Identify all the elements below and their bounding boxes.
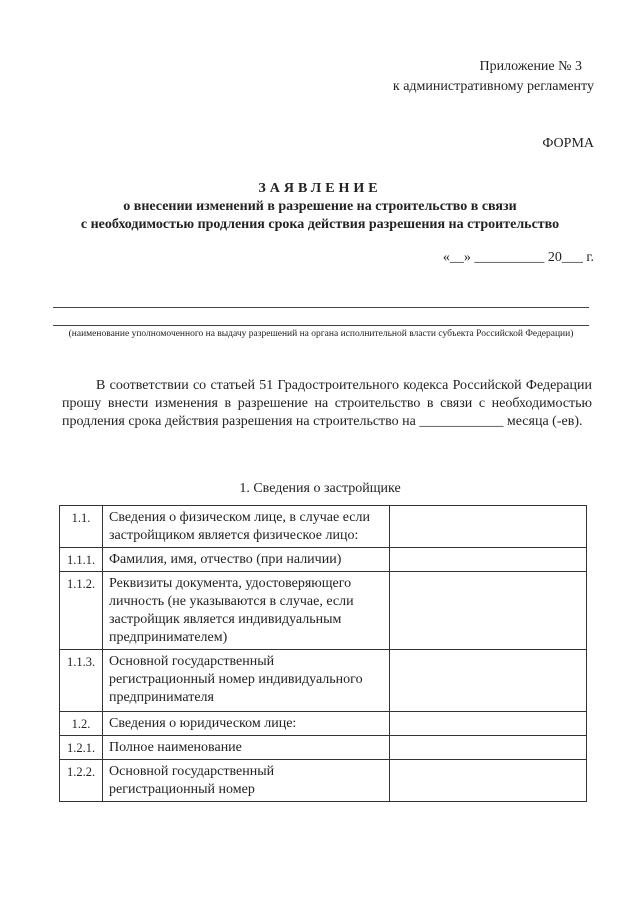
section-title: 1. Сведения о застройщике <box>239 481 401 496</box>
authority-fill-line-2 <box>53 325 589 326</box>
row-number: 1.2. <box>60 712 103 736</box>
row-label: Полное наименование <box>103 736 390 760</box>
row-label: Сведения о физическом лице, в случае если застройщиком является физическое лицо: <box>103 506 390 548</box>
row-number: 1.1.2. <box>60 572 103 650</box>
row-number: 1.2.1. <box>60 736 103 760</box>
appendix-number: Приложение № 3 <box>479 59 582 74</box>
row-value-cell[interactable] <box>390 736 587 760</box>
row-label: Фамилия, имя, отчество (при наличии) <box>103 548 390 572</box>
authority-fill-line-1 <box>53 307 589 308</box>
request-paragraph: В соответствии со статьей 51 Градостроительного кодекса Российской Федерации прошу внести изменения в разрешение на строительство в связи с необходимостью продления срока действия разрешения на строительство на ____________ месяца (-ев). <box>62 378 592 429</box>
document-title: ЗАЯВЛЕНИЕ <box>258 181 382 196</box>
table-row <box>60 548 587 572</box>
row-label: Реквизиты документа, удостоверяющего личность (не указываются в случае, если застройщик является индивидуальным предпринимателем) <box>103 572 390 650</box>
date-field: «__» __________ 20___ г. <box>442 250 594 265</box>
developer-info-table <box>59 505 587 802</box>
table-row <box>60 572 587 650</box>
row-value-cell[interactable] <box>390 548 587 572</box>
row-label: Основной государственный регистрационный номер индивидуального предпринимателя <box>103 650 390 712</box>
authority-caption: (наименование уполномоченного на выдачу разрешений на органа исполнительной власти субъекта Российской Федерации) <box>68 329 574 339</box>
row-label: Основной государственный регистрационный номер <box>103 760 390 802</box>
table-row <box>60 736 587 760</box>
table-row <box>60 650 587 712</box>
row-label: Сведения о юридическом лице: <box>103 712 390 736</box>
row-number: 1.1. <box>60 506 103 548</box>
table-row <box>60 712 587 736</box>
row-value-cell[interactable] <box>390 760 587 802</box>
document-subtitle-line-1: о внесении изменений в разрешение на строительство в связи <box>123 199 517 214</box>
form-label: ФОРМА <box>542 136 594 151</box>
document-subtitle-line-2: с необходимостью продления срока действия разрешения на строительство <box>80 217 560 232</box>
table-row <box>60 760 587 802</box>
row-value-cell[interactable] <box>390 572 587 650</box>
row-number: 1.1.1. <box>60 548 103 572</box>
row-value-cell[interactable] <box>390 506 587 548</box>
row-number: 1.1.3. <box>60 650 103 712</box>
row-value-cell[interactable] <box>390 712 587 736</box>
table-row <box>60 506 587 548</box>
row-number: 1.2.2. <box>60 760 103 802</box>
appendix-reference: к административному регламенту <box>392 79 594 94</box>
row-value-cell[interactable] <box>390 650 587 712</box>
